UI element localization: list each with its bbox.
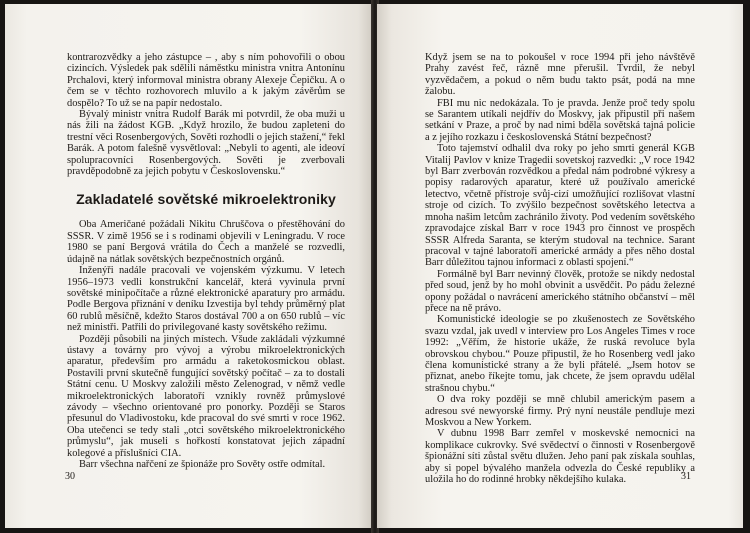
section-heading: Zakladatelé sovětské mikroelektroniky: [76, 191, 336, 208]
paragraph: Inženýři nadále pracovali ve vojenském výzkumu. V letech 1956–1973 vedli konstrukční kancelář, která vyvinula první sovětské minipočítače a různé elektronické aparatury pro armádu. Podle Bergova přiznání v deníku Izvestija byl tehdy průměrný plat 60 rublů měsíčně, kdežto Staros dostával 700 a on 650 rublů – víc než ministři. Patřili do privilegované kasty sovětského režimu.: [67, 265, 345, 334]
paragraph: Barr všechna nařčení ze špionáže pro Sověty ostře odmítal.: [79, 459, 326, 470]
left-text-column: [67, 52, 345, 470]
right-text-column: [425, 52, 695, 485]
paragraph: kontrarozvědky a jeho zástupce – , aby s ním pohovořili o obou cizincích. Výsledek pak sdělili náměstku ministra vnitra Antonínu Prchalovi, který informoval ministra obrany Alexeje Čepičku. A o čem se v těchto rozhovorech mluvilo a k jakým závěrům se dospělo? To už se na papír nedostalo.: [67, 52, 345, 109]
paragraph: Bývalý ministr vnitra Rudolf Barák mi potvrdil, že oba muži u nás žili na žádost KGB. „Když hrozilo, že budou zapleteni do trestní věci Rosenbergových, Sověti rozhodli o jejich stažení,“ řekl Barák. A potom falešně vysvětloval: „Nebyli to agenti, ale ideoví spolupracovníci Rosenbergových. Sověti je zverbovali pravděpodobně za jejich pobytu v Československu.“: [67, 109, 345, 178]
paragraph: Oba Američané požádali Nikitu Chruščova o přestěhování do SSSR. V zimě 1956 se i s rodinami objevili v Leningradu. V roce 1980 se paní Bergová vrátila do Čech a manželé se rozvedli, údajně na nátlak sovětských bezpečnostních orgánů.: [67, 219, 345, 265]
paragraph: Když jsem se na to pokoušel v roce 1994 při jeho návštěvě Prahy zavést řeč, rázně mne přerušil. Tvrdil, že nebyl vyzvědačem, a pokud o něm budu takto psát, podá na mne žalobu.: [425, 52, 695, 98]
paragraph: Formálně byl Barr nevinný člověk, protože se nikdy nedostal před soud, jenž by ho mohl obvinit a usvědčit. Po pádu železné opony požádal o navrácení amerického státního občanství – měl přece na ně právo.: [425, 268, 695, 314]
paragraph: Toto tajemství odhalil dva roky po jeho smrti generál KGB Vitalij Pavlov v knize Tragedii sovetskoj razvedki: „V roce 1942 byl Barr zverbován rozvědkou a předal nám podrobné výkresy a popisy radarových aparatur, které už používalo americké letectvo, včetně přístroje svůj-cizí umožňující rozlišovat vlastní stroje od cizích. To zvýšilo bezpečnost sovětského letectva a mnoha našim letcům zachránilo životy. Pod vedením sovětského zpravodajce získal Barr v roce 1943 pro činnost ve prospěch SSSR Alfreda Saranta, se kterým studoval na technice. Sarant pracoval v tajné laboratoři americké armády a přes něho dostal Barr důležitou tajnou informaci z oblasti spojení.“: [425, 143, 695, 269]
paragraph: Později působili na jiných místech. Všude zakládali výzkumné ústavy a továrny pro vývoj a výrobu mikroelektronických aparatur, především pro armádu a raketokosmickou oblast. Postavili první skutečně fungující sovětský počítač – za to dostali Státní cenu. U Moskvy založili město Zelenograd, v němž vedle mikroelektronických laboratoří vznikly rovněž průmyslové závody – všechno orientované pro ponorky. Později se Staros přesunul do Vladivostoku, kde pracoval do své smrti v roce 1962. Oba utečenci se tedy stali „otci sovětského mikroelektronického průmyslu“, jak museli s hořkostí konstatovat jejich západní kolegové a příslušníci CIA.: [67, 333, 345, 459]
left-page: [5, 4, 373, 528]
paragraph: O dva roky později se mně chlubil americkým pasem a adresou své newyorské firmy. Prý nyní neustále pendluje mezi Moskvou a New Yorkem.: [425, 394, 695, 428]
paragraph: Komunistické ideologie se po zkušenostech ze Sovětského svazu vzdal, jak uvedl v interview pro Los Angeles Times v roce 1992: „Věřím, že historie ukáže, že ruská revoluce byla obrovskou chybou.“ Pouze připustil, že ho Rosenberg vedl jako člena komunistické strany a že byli přátelé. „Jsem hotov se přiznat, anebo říkejte tomu, jak chcete, že jsem opravdu udělal strašnou chybu.“: [425, 314, 695, 394]
page-number: 31: [681, 471, 691, 482]
right-page: [377, 4, 743, 528]
paragraph: V dubnu 1998 Barr zemřel v moskevské nemocnici na komplikace cukrovky. Své svědectví o činnosti v Rosenbergově špionážní síti zůstal světu dlužen. Jeho paní pak získala souhlas, aby si popel bývalého manžela odvezla do České republiky a uložila ho do rodinné hrobky někdejšího kulaka.: [425, 428, 695, 486]
page-number: 30: [65, 471, 75, 482]
paragraph: FBI mu nic nedokázala. To je pravda. Jenže proč tedy spolu se Sarantem utíkali nejdřív do Moskvy, jak připustil při našem setkání v Praze, a proč by nad nimi bděla sovětská tajná policie a z jejího rozkazu i československá Státní bezpečnost?: [425, 97, 695, 143]
